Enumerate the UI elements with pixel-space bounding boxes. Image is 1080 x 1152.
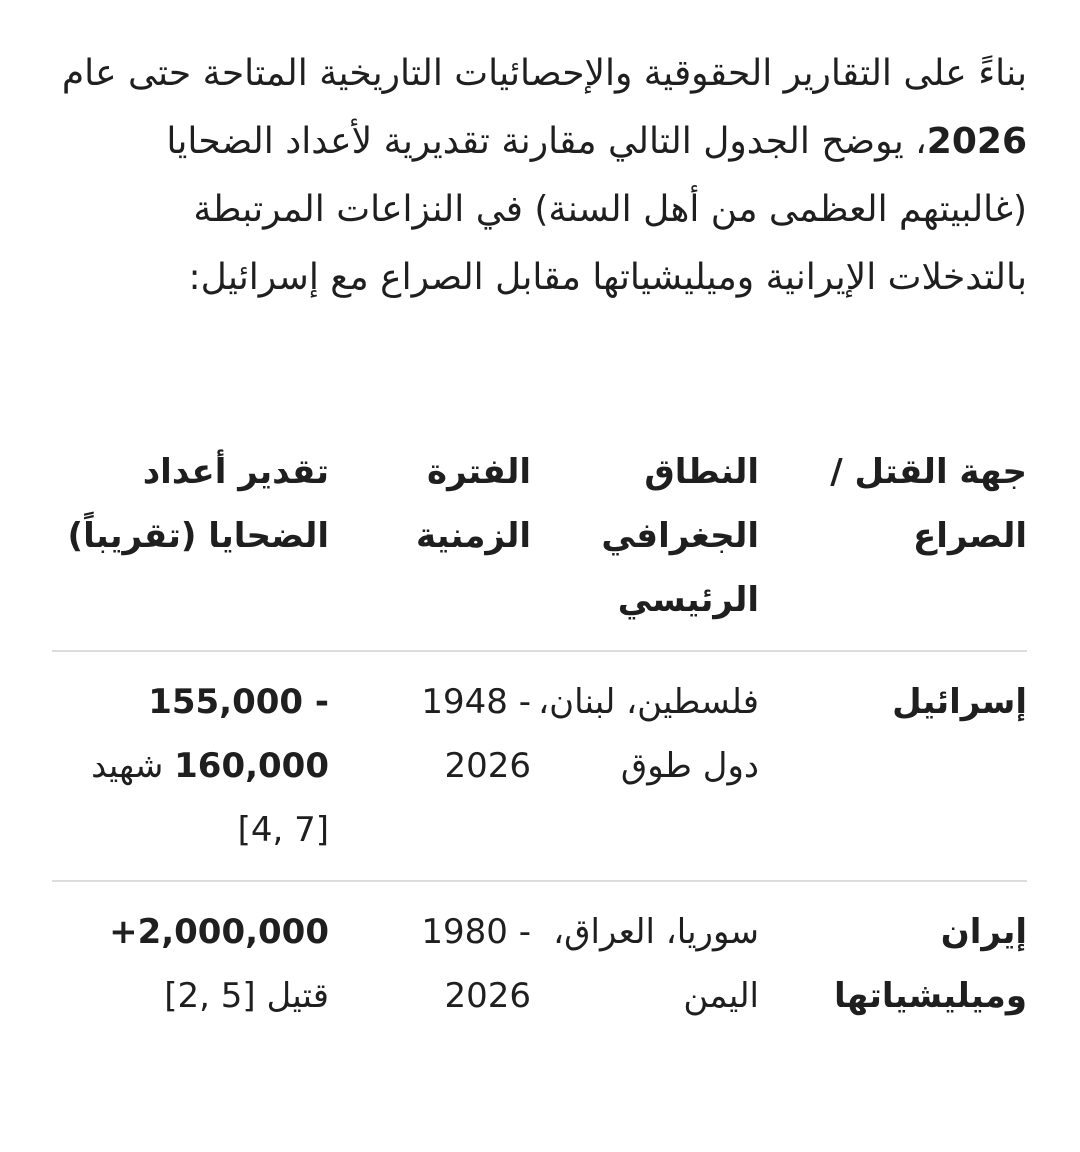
intro-year: 2026 — [926, 121, 1027, 162]
intro-text-part1: بناءً على التقارير الحقوقية والإحصائيات التاريخية المتاحة حتى عام — [61, 53, 1027, 94]
period-value: 1948 - 2026 — [421, 682, 531, 786]
estimate-range: +2,000,000 — [109, 912, 329, 952]
period-value: 1980 - 2026 — [421, 912, 531, 1016]
cell-estimate — [52, 651, 329, 881]
table-header-row — [52, 440, 1027, 651]
cell-period — [329, 881, 531, 1046]
cell-party: إيران وميليشياتها — [833, 912, 1027, 1016]
casualties-table — [52, 440, 1027, 1046]
header-region: النطاق الجغرافي الرئيسي — [531, 440, 759, 651]
estimate-range: 155,000 - 160,000 — [148, 682, 329, 786]
estimate-unit: قتيل — [255, 976, 329, 1016]
cell-region: فلسطين، لبنان، دول طوق — [531, 651, 759, 881]
header-party: جهة القتل / الصراع — [759, 440, 1027, 651]
header-estimate: تقدير أعداد الضحايا (تقريباً) — [52, 440, 329, 651]
table-row — [52, 651, 1027, 881]
cell-estimate — [52, 881, 329, 1046]
cell-period — [329, 651, 531, 881]
header-period: الفترة الزمنية — [329, 440, 531, 651]
table-row — [52, 881, 1027, 1046]
estimate-unit: شهيد — [91, 746, 175, 786]
cell-region: سوريا، العراق، اليمن — [553, 912, 759, 1016]
estimate-refs[interactable]: [2, 5] — [164, 976, 256, 1016]
estimate-refs[interactable]: [4, 7] — [237, 810, 329, 850]
cell-party: إسرائيل — [759, 651, 1027, 881]
intro-paragraph — [47, 40, 1027, 312]
intro-text-part2: ، يوضح الجدول التالي مقارنة تقديرية لأعداد الضحايا (غالبيتهم العظمى من أهل السنة) في النزاعات المرتبطة بالتدخلات الإيرانية وميليشياتها مقابل الصراع مع إسرائيل: — [166, 121, 1027, 298]
